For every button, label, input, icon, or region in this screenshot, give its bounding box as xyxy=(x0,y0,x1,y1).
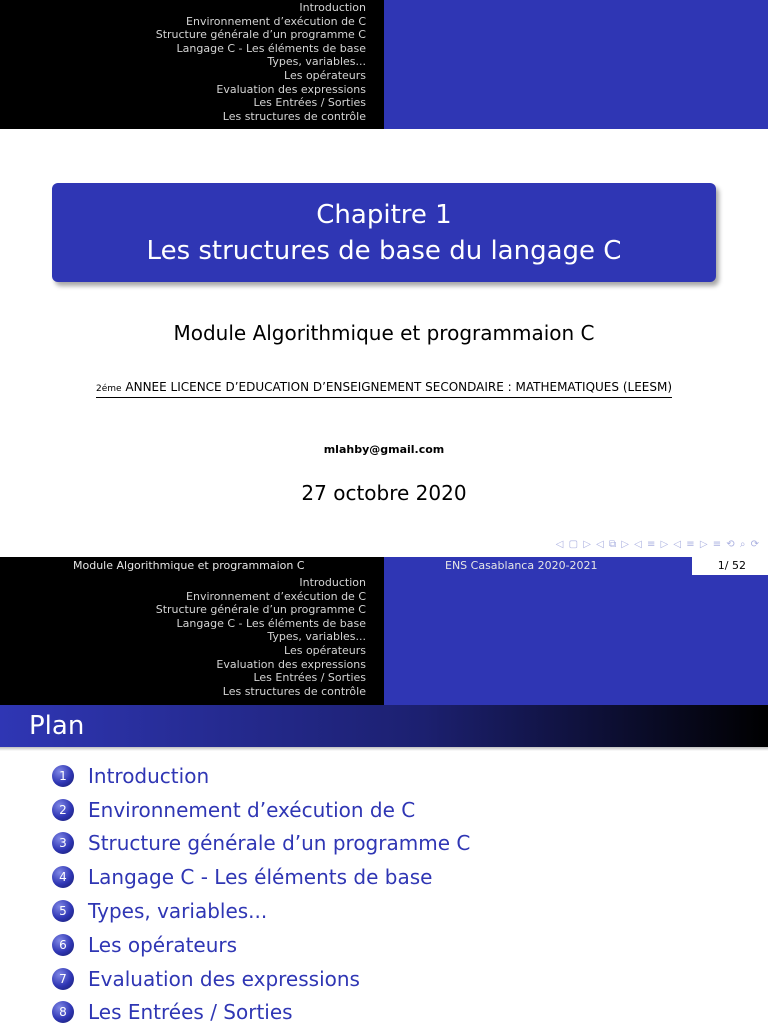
numbered-ball-icon: 8 xyxy=(52,1001,74,1023)
plan-item-label: Les Entrées / Sorties xyxy=(88,1000,293,1024)
institute-body: ANNEE LICENCE D’EDUCATION D’ENSEIGNEMENT SECONDAIRE : MATHEMATIQUES (LEESM) xyxy=(121,380,673,394)
toc-link[interactable]: Environnement d’exécution de C xyxy=(186,14,366,28)
toc-link[interactable]: Structure générale d’un programme C xyxy=(155,603,366,617)
header-toc xyxy=(156,1,366,123)
plan-item-label: Evaluation des expressions xyxy=(88,966,360,991)
footer-short-title: Module Algorithmique et programmaion C xyxy=(0,557,384,575)
chapter-subtitle: Les structures de base du langage C xyxy=(146,236,622,266)
plan-item[interactable] xyxy=(52,759,470,793)
plan-item-label: Types, variables... xyxy=(88,899,268,924)
slide1-header xyxy=(0,0,768,129)
plan-item-label: Structure générale d’un programme C xyxy=(88,831,471,856)
institute-prefix: 2éme xyxy=(95,384,122,394)
plan-item[interactable] xyxy=(52,860,470,894)
header-blue-panel xyxy=(384,575,768,705)
plan-item[interactable] xyxy=(52,928,470,962)
plan-item[interactable] xyxy=(52,996,470,1024)
frame-title-shadow xyxy=(0,747,768,751)
institute-text xyxy=(96,380,672,398)
header-blue-panel xyxy=(384,0,768,129)
title-box xyxy=(52,183,716,282)
toc-link[interactable]: Les Entrées / Sorties xyxy=(253,671,366,685)
plan-item[interactable] xyxy=(52,793,470,827)
plan-item[interactable] xyxy=(52,894,470,928)
toc-link[interactable]: Structure générale d’un programme C xyxy=(155,28,366,42)
plan-item-label: Langage C - Les éléments de base xyxy=(88,865,433,890)
plan-item-label: Les opérateurs xyxy=(88,932,238,957)
numbered-ball-icon: 4 xyxy=(52,866,74,888)
header-toc-panel xyxy=(0,0,384,129)
chapter-title: Chapitre 1 xyxy=(316,200,452,230)
toc-link[interactable]: Environnement d’exécution de C xyxy=(186,589,366,603)
numbered-ball-icon: 5 xyxy=(52,900,74,922)
header-toc-panel xyxy=(0,575,384,705)
toc-link[interactable]: Introduction xyxy=(299,576,366,589)
numbered-ball-icon: 2 xyxy=(52,799,74,821)
beamer-navigation-icons[interactable]: ◁ ▢ ▷ ◁ ⧉ ▷ ◁ ≡ ▷ ◁ ≡ ▷ ≡ ⟲ ⌕ ⟳ xyxy=(555,539,760,550)
slide-date: 27 octobre 2020 xyxy=(301,481,467,505)
toc-link[interactable]: Les Entrées / Sorties xyxy=(253,96,366,110)
numbered-ball-icon: 3 xyxy=(52,832,74,854)
toc-link[interactable]: Les opérateurs xyxy=(284,643,366,657)
plan-list xyxy=(52,759,470,1024)
toc-link[interactable]: Les structures de contrôle xyxy=(222,684,366,698)
footer-institute: ENS Casablanca 2020-2021 xyxy=(384,557,692,575)
numbered-ball-icon: 1 xyxy=(52,765,74,787)
toc-link[interactable]: Evaluation des expressions xyxy=(216,82,366,96)
toc-link[interactable]: Introduction xyxy=(299,1,366,14)
toc-link[interactable]: Langage C - Les éléments de base xyxy=(176,616,366,630)
module-subtitle: Module Algorithmique et programmaion C xyxy=(173,321,595,345)
footer-page-number: 1/ 52 xyxy=(692,557,768,575)
frame-title: Plan xyxy=(0,705,768,747)
slide-footer xyxy=(0,557,768,575)
toc-link[interactable]: Evaluation des expressions xyxy=(216,657,366,671)
numbered-ball-icon: 6 xyxy=(52,934,74,956)
slide2-header xyxy=(0,575,768,705)
toc-link[interactable]: Les opérateurs xyxy=(284,68,366,82)
toc-link[interactable]: Les structures de contrôle xyxy=(222,109,366,123)
toc-link[interactable]: Types, variables... xyxy=(267,630,366,644)
author-email: mlahby@gmail.com xyxy=(323,443,445,456)
toc-link[interactable]: Langage C - Les éléments de base xyxy=(176,41,366,55)
plan-item-label: Introduction xyxy=(88,763,210,788)
plan-item[interactable] xyxy=(52,827,470,861)
header-toc xyxy=(156,576,366,698)
plan-item[interactable] xyxy=(52,962,470,996)
toc-link[interactable]: Types, variables... xyxy=(267,55,366,69)
numbered-ball-icon: 7 xyxy=(52,968,74,990)
institute-line xyxy=(0,380,768,394)
plan-item-label: Environnement d’exécution de C xyxy=(88,797,416,822)
